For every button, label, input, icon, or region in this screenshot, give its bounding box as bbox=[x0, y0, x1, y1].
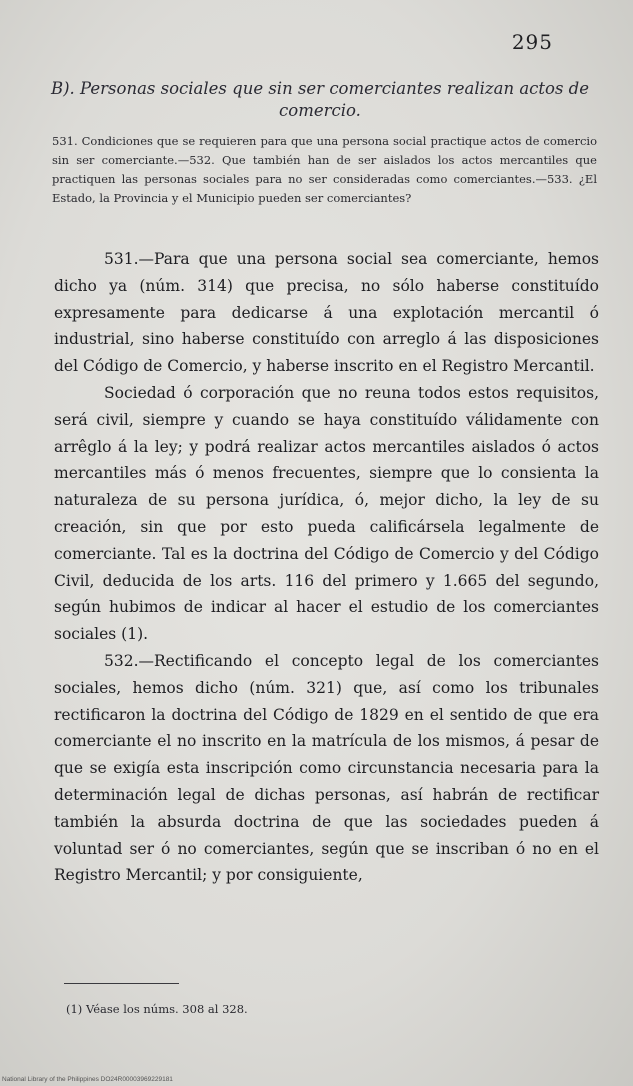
footnote-divider bbox=[64, 983, 179, 984]
page-number: 295 bbox=[511, 30, 553, 54]
paragraph-532: 532.—Rectificando el concepto legal de los comerciantes sociales, hemos dicho (núm. 321) que, así como los tribunales rectificaron la doctrina del Código de 1829 en el sentido de que era comerciante el no inscrito en la matrícula de los mismos, á pesar de que se exigía esta inscripción como circunstancia necesaria para la determinación legal de dichas personas, así habrán de rectificar también la absurda doctrina de que las sociedades pueden á voluntad ser ó no comerciantes, según que se inscriban ó no en el Registro Mercantil; y por consiguiente, bbox=[54, 651, 599, 885]
paragraph-531: 531.—Para que una persona social sea comerciante, hemos dicho ya (núm. 314) que precisa, no sólo haberse constituído expresamente para dedicarse á una explotación mercantil ó industrial, sino haberse constituído con arreglo á las disposiciones del Código de Comercio, y haberse inscrito en el Registro Mercantil. bbox=[54, 250, 599, 376]
paragraph-sociedad: Sociedad ó corporación que no reuna todos estos requisitos, será civil, siempre y cuando se haya constituído válidamente con arrêglo á la ley; y podrá realizar actos mercantiles aislados ó actos mercantiles más ó menos frecuentes, siempre que lo consienta la naturaleza de su persona jurídica, ó, mejor dicho, la ley de su creación, sin que por esto pueda calificársela legalmente de comerciante. Tal es la doctrina del Código de Comercio y del Código Civil, deducida de los arts. 116 del primero y 1.665 del segundo, según hubimos de indicar al hacer el estudio de los comerciantes sociales (1). bbox=[54, 383, 599, 644]
body-text bbox=[54, 246, 599, 889]
library-watermark: National Library of the Philippines DO24R00003969229181 bbox=[2, 1076, 173, 1083]
section-summary: 531. Condiciones que se requieren para que una persona social practique actos de comercio sin ser comerciante.—532. Que también han de ser aislados los actos mercantiles que practiquen las personas sociales para no ser consideradas como comerciantes.—533. ¿El Estado, la Provincia y el Municipio pueden ser comerciantes? bbox=[52, 134, 597, 205]
section-heading: B). Personas sociales que sin ser comerciantes realizan actos de comercio. bbox=[50, 79, 590, 120]
footnote: (1) Véase los núms. 308 al 328. bbox=[66, 1002, 248, 1016]
